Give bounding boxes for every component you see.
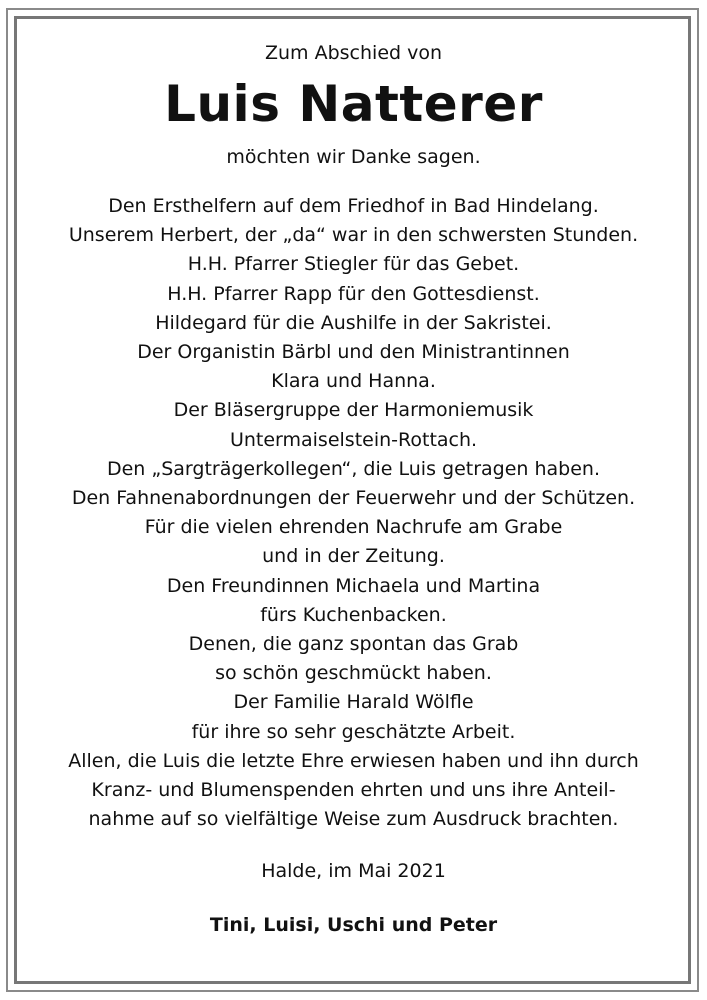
thanks-line: Für die vielen ehrenden Nachrufe am Grabe <box>144 516 563 539</box>
thanks-line: Der Organistin Bärbl und den Ministrantinnen <box>137 341 570 364</box>
deceased-name: Luis Natterer <box>164 75 543 133</box>
thanks-line: Untermaiselstein-Rottach. <box>229 428 478 451</box>
thanks-line: Hildegard für die Aushilfe in der Sakristei. <box>155 311 552 334</box>
thanks-line: Der Familie Harald Wölfle <box>233 691 474 714</box>
thanks-line: Der Bläsergruppe der Harmoniemusik <box>173 399 534 422</box>
thanks-line: Den Ersthelfern auf dem Friedhof in Bad Hindelang. <box>108 195 599 217</box>
notice-content <box>20 40 687 938</box>
thanks-body <box>20 192 687 834</box>
signatories: Tini, Luisi, Uschi und Peter <box>209 914 498 937</box>
thanks-line: H.H. Pfarrer Stiegler für das Gebet. <box>187 253 520 276</box>
thanks-line: Klara und Hanna. <box>271 370 436 393</box>
thanks-line: fürs Kuchenbacken. <box>260 603 447 626</box>
thanks-subline: möchten wir Danke sagen. <box>226 146 481 168</box>
place-and-date: Halde, im Mai 2021 <box>261 860 446 883</box>
intro-text: Zum Abschied von <box>264 42 443 64</box>
thanks-line: Denen, die ganz spontan das Grab <box>188 633 519 656</box>
thanks-line: für ihre so sehr geschätzte Arbeit. <box>191 720 516 743</box>
thanks-line: Kranz- und Blumenspenden ehrten und uns ihre Anteil- <box>91 779 616 802</box>
thanks-line: und in der Zeitung. <box>262 545 445 568</box>
thanks-line: Den Freundinnen Michaela und Martina <box>166 574 541 597</box>
thanks-line: Unserem Herbert, der „da“ war in den schwersten Stunden. <box>68 224 639 247</box>
thanks-line: Den „Sargträgerkollegen“, die Luis getragen haben. <box>106 457 601 480</box>
thanks-line: Den Fahnenabordnungen der Feuerwehr und der Schützen. <box>71 487 636 510</box>
thanks-line: so schön geschmückt haben. <box>215 662 492 685</box>
thanks-line: nahme auf so vielfältige Weise zum Ausdruck brachten. <box>88 808 619 831</box>
thanks-line: H.H. Pfarrer Rapp für den Gottesdienst. <box>167 282 540 305</box>
thanks-line: Allen, die Luis die letzte Ehre erwiesen haben und ihn durch <box>68 749 639 772</box>
